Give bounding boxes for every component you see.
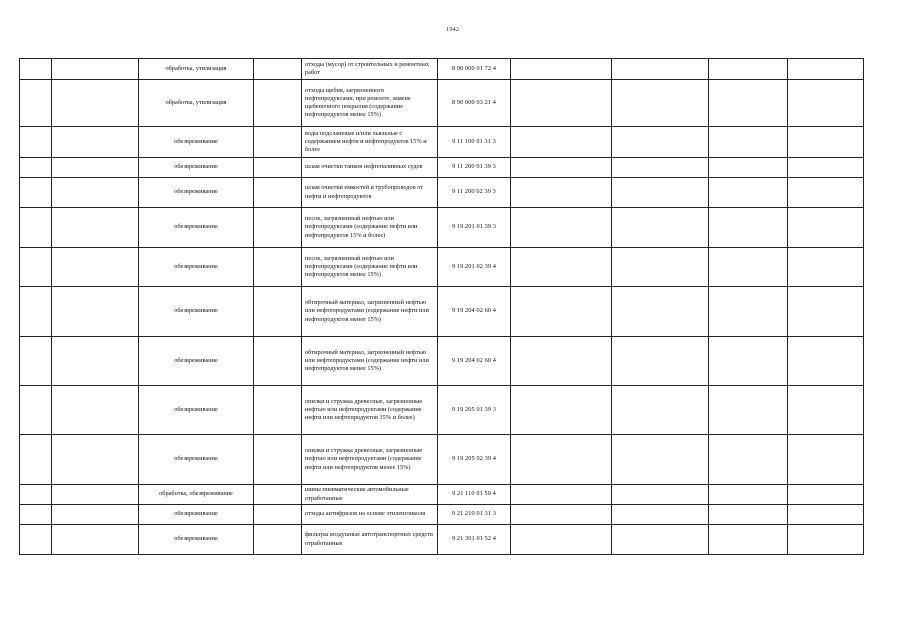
cell-empty (612, 127, 709, 158)
cell-empty (709, 337, 788, 386)
cell-empty (709, 435, 788, 485)
cell-empty (709, 80, 788, 127)
cell-empty (709, 127, 788, 158)
cell-empty (709, 208, 788, 248)
table-row (20, 59, 864, 80)
cell-empty (511, 337, 612, 386)
cell-empty (612, 435, 709, 485)
cell-waste-name: обтирочный материал, загрязненный нефтью или нефтепродуктами (содержание нефти или нефтепродуктов менее 15%) (302, 287, 438, 337)
cell-empty (254, 208, 302, 248)
cell-fkko-code: 9 21 301 01 52 4 (438, 525, 511, 555)
cell-empty (511, 127, 612, 158)
cell-fkko-code: 8 90 000 01 72 4 (438, 59, 511, 80)
cell-fkko-code: 9 19 205 01 39 3 (438, 386, 511, 435)
cell-empty (709, 386, 788, 435)
table-row (20, 337, 864, 386)
cell-empty (709, 525, 788, 555)
cell-empty (52, 178, 139, 208)
cell-operation: обезвреживание (139, 337, 254, 386)
cell-waste-name: опилки и стружка древесные, загрязненные нефтью или нефтепродуктами (содержание нефти или нефтепродуктов менее 15%) (302, 435, 438, 485)
cell-waste-name: обтирочный материал, загрязненный нефтью или нефтепродуктами (содержание нефти или нефтепродуктов менее 15%) (302, 337, 438, 386)
cell-fkko-code: 9 11 200 01 39 3 (438, 158, 511, 178)
cell-empty (612, 505, 709, 525)
cell-empty (254, 485, 302, 505)
cell-number (20, 386, 52, 435)
cell-empty (52, 287, 139, 337)
cell-empty (788, 505, 864, 525)
cell-fkko-code: 9 19 204 02 60 4 (438, 337, 511, 386)
cell-empty (788, 386, 864, 435)
cell-empty (511, 287, 612, 337)
cell-waste-name: отходы щебня, загрязненного нефтепродуктами, при ремонте, замене щебеночного покрытия (содержание нефтепродуктов менее 15%) (302, 80, 438, 127)
cell-operation: обработка, обезвреживание (139, 485, 254, 505)
cell-empty (52, 208, 139, 248)
cell-fkko-code: 9 21 110 01 50 4 (438, 485, 511, 505)
cell-operation: обезвреживание (139, 287, 254, 337)
cell-operation: обработка, утилизация (139, 80, 254, 127)
cell-empty (788, 208, 864, 248)
cell-empty (511, 435, 612, 485)
table-row (20, 435, 864, 485)
cell-empty (511, 208, 612, 248)
cell-empty (52, 80, 139, 127)
table-row (20, 525, 864, 555)
cell-number (20, 287, 52, 337)
cell-waste-name: песок, загрязненный нефтью или нефтепродуктами (содержание нефти или нефтепродуктов менее 15%) (302, 248, 438, 287)
cell-empty (612, 208, 709, 248)
cell-empty (254, 158, 302, 178)
cell-number (20, 525, 52, 555)
cell-number (20, 158, 52, 178)
cell-operation: обезвреживание (139, 435, 254, 485)
cell-empty (254, 248, 302, 287)
cell-fkko-code: 9 19 205 02 39 4 (438, 435, 511, 485)
cell-waste-name: шины пневматические автомобильные отработанные (302, 485, 438, 505)
cell-empty (52, 505, 139, 525)
cell-fkko-code: 9 19 204 02 60 4 (438, 287, 511, 337)
cell-waste-name: отходы антифризов на основе этиленгликоля (302, 505, 438, 525)
table-row (20, 127, 864, 158)
cell-empty (52, 59, 139, 80)
cell-number (20, 178, 52, 208)
table-row (20, 248, 864, 287)
cell-empty (709, 485, 788, 505)
cell-number (20, 485, 52, 505)
cell-fkko-code: 9 19 201 01 39 3 (438, 208, 511, 248)
cell-fkko-code: 9 11 200 02 39 3 (438, 178, 511, 208)
cell-operation: обезвреживание (139, 127, 254, 158)
cell-empty (52, 248, 139, 287)
waste-registry-table (19, 58, 864, 555)
cell-operation: обезвреживание (139, 158, 254, 178)
cell-fkko-code: 9 19 201 02 39 4 (438, 248, 511, 287)
table-row (20, 505, 864, 525)
cell-empty (788, 525, 864, 555)
cell-number (20, 248, 52, 287)
cell-empty (511, 525, 612, 555)
cell-empty (254, 386, 302, 435)
table-row (20, 178, 864, 208)
page-number: 1942 (446, 26, 459, 33)
cell-empty (788, 127, 864, 158)
cell-empty (709, 248, 788, 287)
cell-empty (788, 287, 864, 337)
cell-empty (254, 127, 302, 158)
table-row (20, 485, 864, 505)
cell-number (20, 208, 52, 248)
table-row (20, 386, 864, 435)
cell-number (20, 80, 52, 127)
cell-waste-name: опилки и стружка древесные, загрязненные нефтью или нефтепродуктами (содержание нефти или нефтепродуктов 15% и более) (302, 386, 438, 435)
cell-empty (709, 158, 788, 178)
cell-empty (254, 59, 302, 80)
cell-empty (612, 248, 709, 287)
cell-operation: обезвреживание (139, 525, 254, 555)
cell-empty (788, 178, 864, 208)
cell-empty (612, 485, 709, 505)
cell-number (20, 435, 52, 485)
cell-empty (52, 386, 139, 435)
cell-empty (511, 178, 612, 208)
cell-empty (511, 80, 612, 127)
cell-empty (788, 485, 864, 505)
cell-waste-name: воды подсланевые и/или льяльные с содержанием нефти и нефтепродуктов 15% и более (302, 127, 438, 158)
cell-empty (612, 178, 709, 208)
cell-empty (52, 435, 139, 485)
cell-waste-name: шлам очистки емкостей и трубопроводов от нефти и нефтепродуктов (302, 178, 438, 208)
cell-waste-name: песок, загрязненный нефтью или нефтепродуктами (содержание нефти или нефтепродуктов 15% и более) (302, 208, 438, 248)
cell-waste-name: шлам очистки танков нефтеналивных судов (302, 158, 438, 178)
cell-empty (612, 59, 709, 80)
table-body (20, 59, 864, 555)
cell-empty (52, 525, 139, 555)
cell-empty (511, 386, 612, 435)
cell-empty (612, 525, 709, 555)
table-row (20, 208, 864, 248)
cell-waste-name: отходы (мусор) от строительных и ремонтных работ (302, 59, 438, 80)
cell-waste-name: фильтры воздушные автотранспортных средств отработанные (302, 525, 438, 555)
cell-empty (511, 485, 612, 505)
table-row (20, 80, 864, 127)
cell-empty (52, 337, 139, 386)
cell-empty (52, 127, 139, 158)
cell-empty (612, 287, 709, 337)
cell-operation: обезвреживание (139, 248, 254, 287)
table-row (20, 158, 864, 178)
cell-empty (511, 158, 612, 178)
cell-empty (254, 287, 302, 337)
cell-empty (52, 485, 139, 505)
cell-number (20, 59, 52, 80)
cell-number (20, 127, 52, 158)
cell-empty (788, 59, 864, 80)
cell-operation: обезвреживание (139, 208, 254, 248)
cell-empty (788, 337, 864, 386)
cell-empty (788, 158, 864, 178)
table-row (20, 287, 864, 337)
cell-empty (788, 435, 864, 485)
cell-empty (511, 248, 612, 287)
cell-empty (254, 525, 302, 555)
cell-empty (612, 386, 709, 435)
cell-empty (709, 287, 788, 337)
cell-empty (788, 248, 864, 287)
cell-empty (709, 178, 788, 208)
cell-empty (709, 59, 788, 80)
cell-number (20, 337, 52, 386)
cell-empty (254, 505, 302, 525)
cell-fkko-code: 8 90 000 03 21 4 (438, 80, 511, 127)
cell-empty (254, 337, 302, 386)
cell-operation: обезвреживание (139, 505, 254, 525)
cell-empty (254, 435, 302, 485)
cell-number (20, 505, 52, 525)
cell-empty (709, 505, 788, 525)
cell-empty (52, 158, 139, 178)
cell-empty (254, 80, 302, 127)
cell-empty (612, 337, 709, 386)
cell-empty (511, 59, 612, 80)
cell-empty (612, 158, 709, 178)
cell-empty (788, 80, 864, 127)
cell-empty (612, 80, 709, 127)
cell-empty (254, 178, 302, 208)
cell-fkko-code: 9 11 100 01 31 3 (438, 127, 511, 158)
cell-operation: обезвреживание (139, 386, 254, 435)
cell-empty (511, 505, 612, 525)
cell-operation: обработка, утилизация (139, 59, 254, 80)
cell-operation: обезвреживание (139, 178, 254, 208)
cell-fkko-code: 9 21 210 01 31 3 (438, 505, 511, 525)
